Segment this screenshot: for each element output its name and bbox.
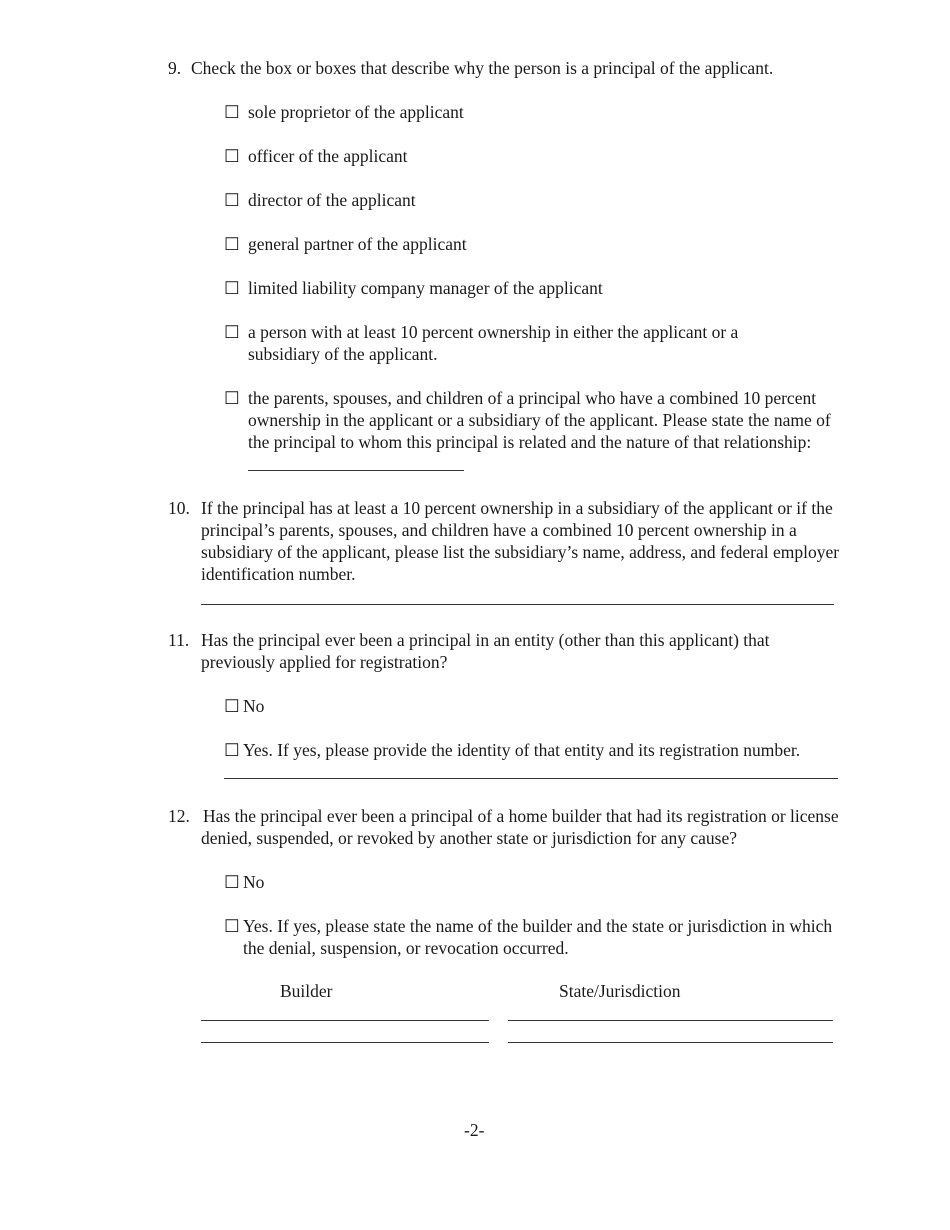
checkbox-option-no[interactable] [224, 695, 264, 717]
checkbox-option[interactable] [224, 387, 844, 476]
checkbox-option-no[interactable] [224, 871, 264, 893]
question-number: 9. [168, 58, 182, 78]
checkbox-option-yes[interactable] [224, 915, 834, 959]
checkbox[interactable]: ☐ [224, 146, 240, 166]
checkbox-option-yes[interactable] [224, 739, 864, 761]
question-text: If the principal has at least a 10 percent ownership in a subsidiary of the applicant or if the principal’s parents, spouses, and children have a combined 10 percent ownership in a subsidiary of the applicant, please list the subsidiary’s name, address, and federal employer identification number. [201, 498, 840, 584]
option-label: sole proprietor of the applicant [248, 102, 464, 122]
state-entry-line[interactable] [508, 1042, 833, 1043]
builder-column-header: Builder [280, 981, 333, 1001]
question-text: Check the box or boxes that describe why the person is a principal of the applicant. [191, 58, 774, 78]
checkbox[interactable]: ☐ [224, 916, 240, 936]
checkbox-option[interactable] [224, 321, 794, 365]
checkbox-option[interactable] [224, 233, 844, 255]
checkbox[interactable]: ☐ [224, 102, 240, 122]
checkbox-option[interactable] [224, 101, 844, 123]
checkbox[interactable]: ☐ [224, 278, 240, 298]
answer-line[interactable] [201, 604, 834, 605]
state-entry-line[interactable] [508, 1020, 833, 1021]
option-label: No [243, 872, 265, 892]
checkbox[interactable]: ☐ [224, 740, 240, 760]
checkbox[interactable]: ☐ [224, 388, 240, 408]
option-label-text: the parents, spouses, and children of a principal who have a combined 10 percent ownership in the applicant or a subsidiary of the applicant. Please state the name of the principal to whom this principal is related and the nature of that relationship: [248, 388, 831, 452]
builder-entry-line[interactable] [201, 1042, 489, 1043]
checkbox[interactable]: ☐ [224, 190, 240, 210]
answer-line[interactable] [224, 778, 838, 779]
question-number: 11. [168, 630, 190, 650]
option-label: Yes. If yes, please provide the identity of that entity and its registration number. [243, 740, 801, 760]
state-column-header: State/Jurisdiction [559, 981, 681, 1001]
option-label: Yes. If yes, please state the name of the builder and the state or jurisdiction in which the denial, suspension, or revocation occurred. [243, 916, 833, 958]
checkbox[interactable]: ☐ [224, 872, 240, 892]
checkbox[interactable]: ☐ [224, 696, 240, 716]
relationship-blank[interactable] [248, 453, 464, 471]
checkbox[interactable]: ☐ [224, 322, 240, 342]
checkbox-option[interactable] [224, 145, 844, 167]
option-label: a person with at least 10 percent ownership in either the applicant or a subsidiary of the applicant. [248, 322, 739, 364]
question-text: Has the principal ever been a principal in an entity (other than this applicant) that previously applied for registration? [201, 630, 770, 672]
question-number: 12. [168, 806, 190, 826]
question-number: 10. [168, 498, 190, 518]
builder-entry-line[interactable] [201, 1020, 489, 1021]
option-label: general partner of the applicant [248, 234, 467, 254]
option-label: limited liability company manager of the applicant [248, 278, 603, 298]
option-label: officer of the applicant [248, 146, 408, 166]
option-label: director of the applicant [248, 190, 416, 210]
option-label: No [243, 696, 265, 716]
checkbox-option[interactable] [224, 277, 844, 299]
option-label [248, 387, 844, 476]
question-text: Has the principal ever been a principal of a home builder that had its registration or license denied, suspended, or revoked by another state or jurisdiction for any cause? [201, 806, 839, 848]
checkbox[interactable]: ☐ [224, 234, 240, 254]
page-number: -2- [464, 1120, 485, 1140]
checkbox-option[interactable] [224, 189, 844, 211]
